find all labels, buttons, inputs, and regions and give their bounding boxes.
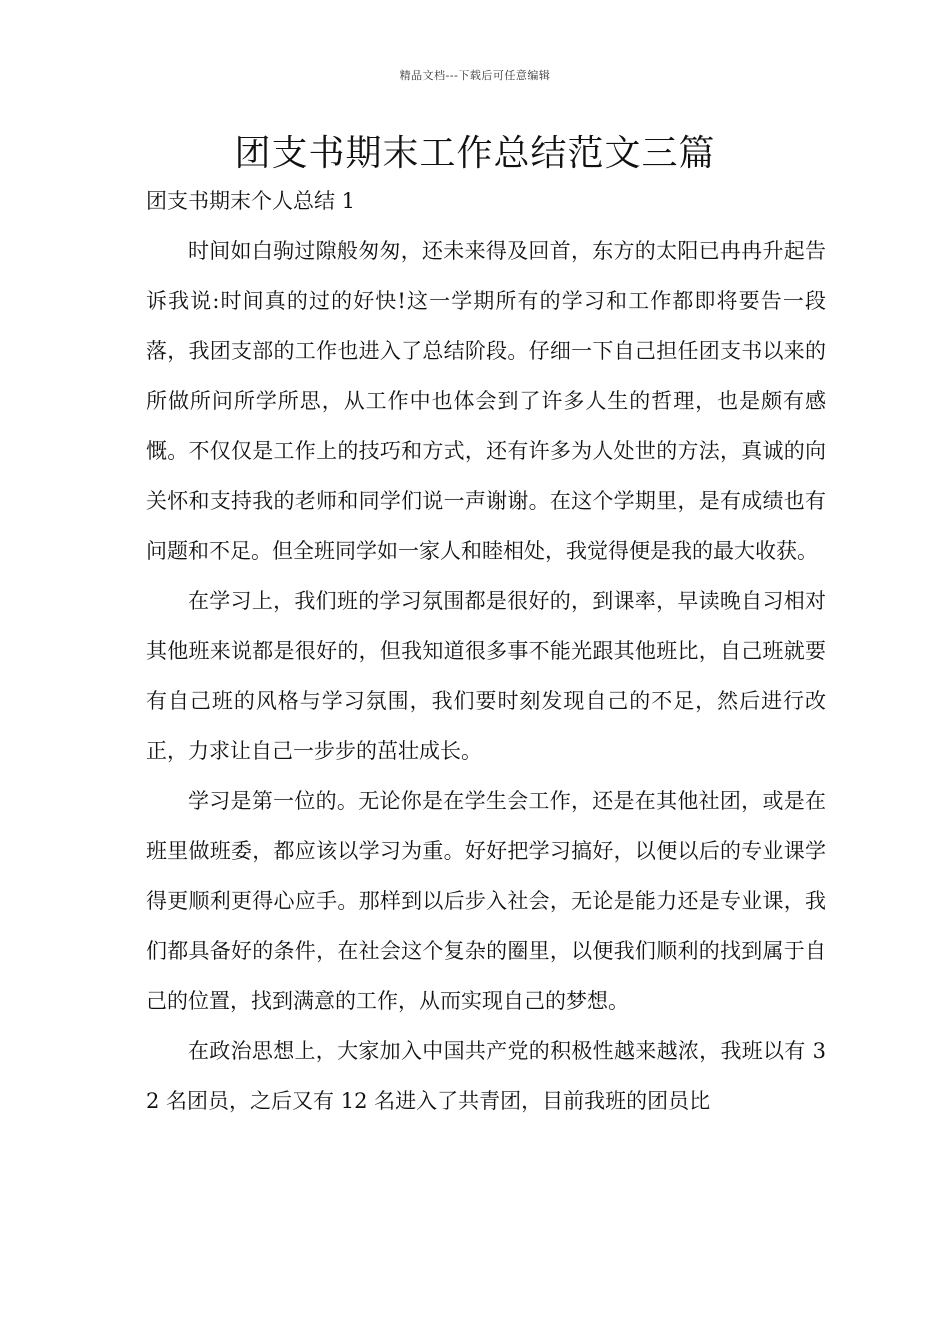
- paragraph-1: 时间如白驹过隙般匆匆，还未来得及回首，东方的太阳已冉冉升起告诉我说:时间真的过的好快!这一学期所有的学习和工作都即将要告一段落，我团支部的工作也进入了总结阶段。仔细一下自己担任团支书以来的所做所问所学所思，从工作中也体会到了许多人生的哲理，也是颇有感慨。不仅仅是工作上的技巧和方式，还有许多为人处世的方法，真诚的向关怀和支持我的老师和同学们说一声谢谢。在这个学期里，是有成绩也有问题和不足。但全班同学如一家人和睦相处，我觉得便是我的最大收获。: [146, 239, 826, 563]
- paragraph-4: 在政治思想上，大家加入中国共产党的积极性越来越浓，我班以有 32 名团员，之后又有 12 名进入了共青团，目前我班的团员比: [146, 1039, 826, 1113]
- document-body: [146, 176, 826, 1126]
- document-title: 团支书期末工作总结范文三篇: [234, 133, 716, 174]
- section-subtitle: 团支书期末个人总结 1: [146, 189, 356, 213]
- header-note: 精品文档---下载后可任意编辑: [399, 69, 551, 82]
- paragraph-3: 学习是第一位的。无论你是在学生会工作，还是在其他社团，或是在班里做班委，都应该以学习为重。好好把学习搞好，以便以后的专业课学得更顺利更得心应手。那样到以后步入社会，无论是能力还是专业课，我们都具备好的条件，在社会这个复杂的圈里，以便我们顺利的找到属于自己的位置，找到满意的工作，从而实现自己的梦想。: [146, 789, 826, 1013]
- paragraph-2: 在学习上，我们班的学习氛围都是很好的，到课率，早读晚自习相对其他班来说都是很好的，但我知道很多事不能光跟其他班比，自己班就要有自己班的风格与学习氛围，我们要时刻发现自己的不足，然后进行改正，力求让自己一步步的茁壮成长。: [146, 589, 826, 763]
